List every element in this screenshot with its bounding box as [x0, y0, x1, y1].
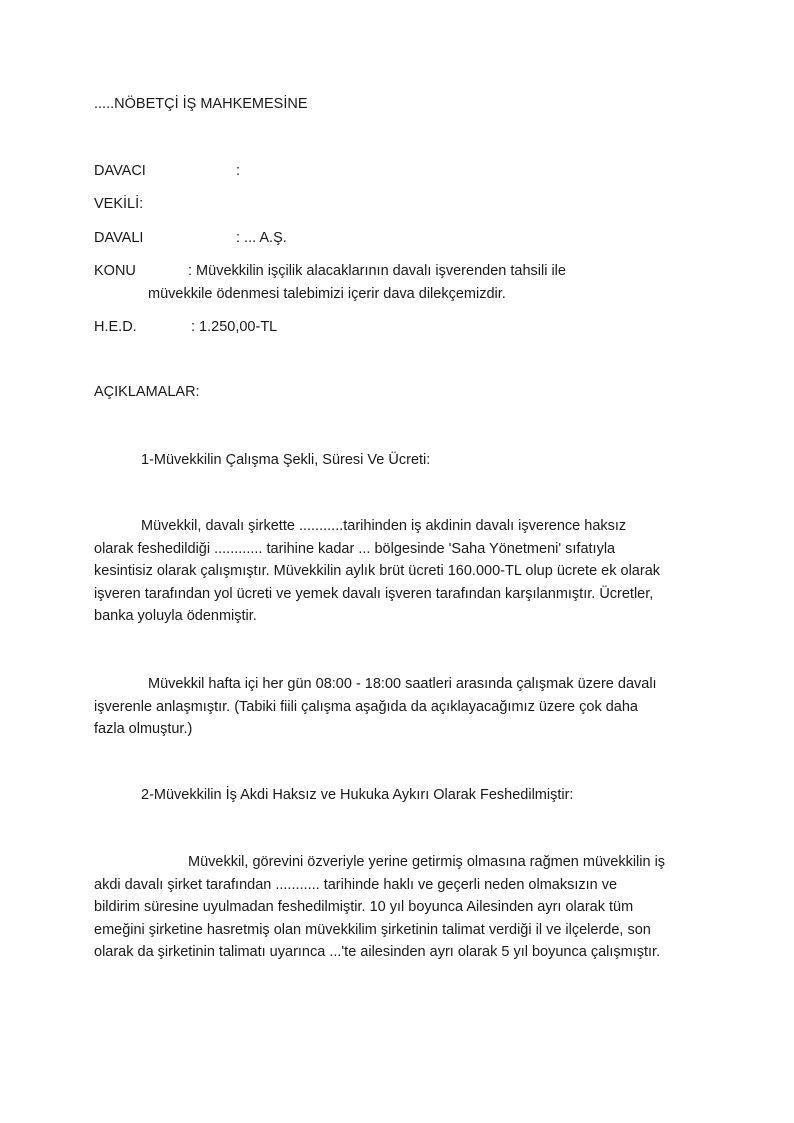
section-1-heading: 1-Müvekkilin Çalışma Şekli, Süresi Ve Ücreti: [141, 452, 431, 468]
paragraph-line: emeğini şirketine hasretmiş olan müvekkilim şirketinin talimat verdiği il ve ilçelerde, son [94, 921, 651, 938]
defendant-value: : ... A.Ş. [236, 230, 287, 246]
plaintiff-value: : [236, 163, 241, 179]
subject-line-2: müvekkile ödenmesi talebimizi içerir dava dilekçemizdir. [148, 286, 506, 302]
paragraph-line: işverenle anlaşmıştır. (Tabiki fiili çalışma aşağıda da açıklayacağımız üzere çok daha [94, 698, 638, 715]
paragraph-line: Müvekkil hafta içi her gün 08:00 - 18:00 saatleri arasında çalışmak üzere davalı [148, 676, 657, 692]
section-1-paragraph-1 [94, 515, 704, 628]
section-2-paragraph-1 [94, 851, 704, 964]
paragraph-line: olarak da şirketinin talimatı uyarınca ...'te ailesinden ayrı olarak 5 yıl boyunca çalışmıştır. [94, 944, 661, 960]
subject-label: KONU [94, 263, 136, 279]
paragraph-line: olarak feshedildiği ............ tarihine kadar ... bölgesinde 'Saha Yönetmeni' sıfatıyla [94, 540, 616, 557]
attorney-label: VEKİLİ: [94, 196, 144, 212]
defendant-label: DAVALI [94, 230, 144, 246]
paragraph-line: kesintisiz olarak çalışmıştır. Müvekkilin aylık brüt ücreti 160.000-TL olup ücrete ek olarak [94, 563, 661, 579]
hed-label: H.E.D. [94, 319, 137, 335]
paragraph-line: fazla olmuştur.) [94, 721, 193, 737]
paragraph-line: banka yoluyla ödenmiştir. [94, 608, 257, 624]
court-title: .....NÖBETÇİ İŞ MAHKEMESİNE [94, 96, 308, 112]
paragraph-line: işveren tarafından yol ücreti ve yemek davalı işveren tarafından karşılanmıştır. Ücretler, [94, 585, 654, 602]
paragraph-line: Müvekkil, görevini özveriyle yerine getirmiş olmasına rağmen müvekkilin iş [188, 854, 666, 870]
plaintiff-label: DAVACI [94, 163, 146, 179]
paragraph-line: Müvekkil, davalı şirkette ...........tarihinden iş akdinin davalı işverence haksız [141, 518, 627, 534]
explanations-heading: AÇIKLAMALAR: [94, 384, 200, 400]
subject-line-1: : Müvekkilin işçilik alacaklarının davalı işverenden tahsili ile [188, 263, 566, 279]
section-2-heading: 2-Müvekkilin İş Akdi Haksız ve Hukuka Aykırı Olarak Feshedilmiştir: [141, 787, 574, 803]
paragraph-line: akdi davalı şirket tarafından ........... tarihinde haklı ve geçerli neden olmaksızın ve [94, 876, 618, 893]
section-1-paragraph-2 [94, 673, 704, 741]
hed-value: : 1.250,00-TL [191, 319, 278, 335]
paragraph-line: bildirim süresine uyulmadan feshedilmiştir. 10 yıl boyunca Ailesinden ayrı olarak tüm [94, 899, 634, 915]
